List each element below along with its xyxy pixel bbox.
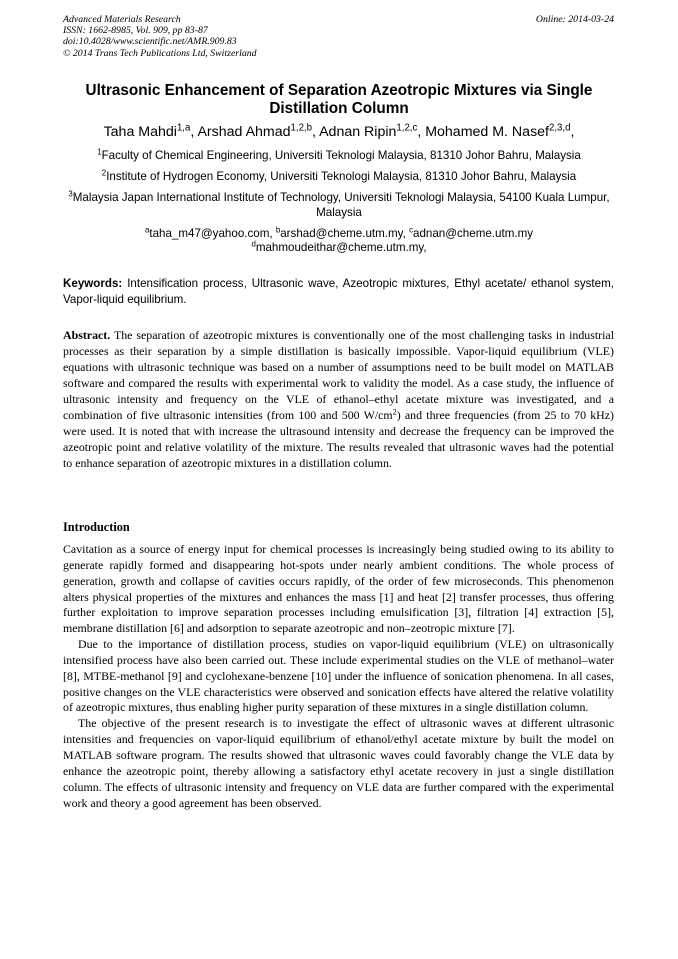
author: Arshad Ahmad$^{1,2,b}$, — [197, 122, 320, 140]
keywords — [63, 276, 614, 307]
author: Taha Mahdi$^{1,a}$, — [103, 122, 198, 140]
affiliation: $^3$Malaysia Japan International Institute of Technology, Universiti Teknologi Malaysia, 54100 Kuala Lumpur, Malaysia — [68, 189, 610, 219]
keywords-text: Intensification process, Ultrasonic wave, Azeotropic mixtures, Ethyl acetate/ ethanol system, Vapor-liquid equilibrium. — [63, 277, 614, 306]
paragraph: The objective of the present research is to investigate the effect of ultrasonic waves at different ultrasonic intensities and frequencies on vapor-liquid equilibrium of ethanol/ethyl acetate mixture by built the model on MATLAB software program. The results showed that ultrasonic waves could favorably change the VLE data by enhance the azeotropic point, thereby allowing a satisfactory ethyl acetate recovery in just a single distillation column. The effects of ultrasonic intensity and frequency on VLE data are further compared with the experimental work and theory a good agreement has been observed. — [63, 716, 614, 810]
abstract-label: Abstract. — [63, 328, 111, 342]
affiliation: $^1$Faculty of Chemical Engineering, Universiti Teknologi Malaysia, 81310 Johor Bahru, Malaysia — [97, 147, 581, 162]
affiliation: $^2$Institute of Hydrogen Economy, Universiti Teknologi Malaysia, 81310 Johor Bahru, Malaysia — [101, 168, 577, 183]
section-heading-introduction: Introduction — [63, 520, 130, 534]
author: Adnan Ripin$^{1,2,c}$, — [319, 122, 426, 140]
online-date: Online: 2014-03-24 — [535, 14, 614, 25]
journal-name: Advanced Materials Research — [63, 14, 181, 25]
paper-title: Ultrasonic Enhancement of Separation Azeotropic Mixtures via Single Distillation Column — [85, 82, 593, 117]
author-list — [50, 123, 628, 141]
issn-line: ISSN: 1662-8985, Vol. 909, pp 83-87 — [63, 25, 208, 37]
author: Mohamed M. Nasef$^{2,3,d}$, — [425, 122, 575, 140]
keywords-label: Keywords: — [63, 277, 123, 290]
journal-header — [63, 14, 257, 59]
copyright-line: © 2014 Trans Tech Publications Ltd, Switzerland — [63, 47, 257, 59]
email-link[interactable]: arshad@cheme.utm.my, — [280, 227, 410, 240]
paragraph: Due to the importance of distillation process, studies on vapor-liquid equilibrium (VLE) on ultrasonically intensified process have also been carried out. These include experimental studies on the VLE of methanol–water [8], MTBE-methanol [9] and cyclohexane-benzene [10] under the influence of sonication phenomena. In all cases, positive changes on the VLE characteristics were observed and sonication effects have altered the relative volatility of azeotropic mixtures, thus enabling higher purity separation of these mixtures in a single distillation column. — [63, 637, 614, 715]
email-list: $^a$taha_m47@yahoo.com, $^b$arshad@cheme.utm.my, $^c$adnan@cheme.utm.my $^d$mahmoudeithar@cheme.utm.my, — [144, 225, 534, 254]
introduction-body — [63, 542, 614, 811]
email-link[interactable]: taha_m47@yahoo.com, — [149, 227, 276, 240]
doi-line[interactable]: doi:10.4028/www.scientific.net/AMR.909.83 — [63, 36, 237, 48]
abstract: Abstract. The separation of azeotropic mixtures is conventionally one of the most challenging tasks in industrial processes as their separation by a simple distillation is basically impossible. Vapor-liquid equilibrium (VLE) equations with ultrasonic technique was based on a number of assumptions need to be built model on MATLAB software and compared the results with experimental work to validity the model. As a case study, the influence of ultrasonic intensity and frequency on the VLE of ethanol–ethyl acetate mixture was investigated, and a combination of five ultrasonic intensities (from 100 and 500 $W/cm^2$) and three frequencies (from 25 to 70 kHz) were used. It is noted that with increase the ultrasound intensity and decrease the frequency can be improved the azeotropic point and relative volatility of the mixture. The results revealed that ultrasonic waves had the potential to enhance separation of azeotropic mixtures in a distillation column. — [63, 328, 615, 470]
email-link[interactable]: adnan@cheme.utm.my — [413, 227, 534, 240]
email-link[interactable]: mahmoudeithar@cheme.utm.my, — [255, 240, 427, 254]
paragraph: Cavitation as a source of energy input for chemical processes is increasingly being studied owing to its ability to generate rapidly formed and disappearing hot-spots under nearly ambient conditions. The whole process of generation, growth and collapse of cavities occurs rapidly, of the order of few microseconds. This phenomenon alters physical properties of the mixtures and enhances the mass [1] and heat [2] transfer processes, thus offering further exploitation to improve separation processes including emulsification [3], filtration [4] extraction [5], membrane distillation [6] and adsorption to separate azeotropic and non–zeotropic mixture [7]. — [63, 542, 614, 636]
